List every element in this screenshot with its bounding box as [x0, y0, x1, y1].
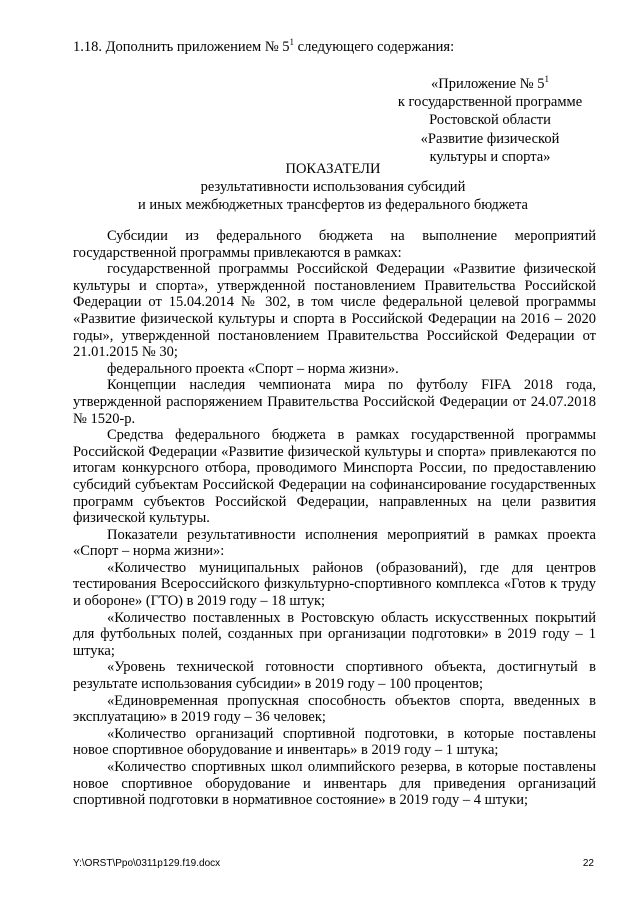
paragraph: государственной программы Российской Федерации «Развитие физической культуры и спорта», утвержденной постановлением Правительства Российской Федерации от 15.04.2014 № 302, в том числе федеральной целевой программы «Развитие физической культуры и спорта в Российской Федерации на 2016 – 2020 годы», утвержденной постановлением Правительства Российской Федерации от 21.01.2015 № 30;: [73, 261, 596, 361]
title-main: ПОКАЗАТЕЛИ: [285, 161, 381, 177]
appendix-line-1: [380, 75, 600, 93]
title-subtitle-2: и иных межбюджетных трансфертов из федерального бюджета: [138, 197, 528, 213]
paragraph: «Количество поставленных в Ростовскую область искусственных покрытий для футбольных полей, созданных при организации подготовки» в 2019 году – 1 штука;: [73, 609, 596, 659]
section-heading: [73, 38, 454, 56]
appendix-caption: [380, 75, 600, 166]
paragraph: «Количество муниципальных районов (образований), где для центров тестирования Всероссийского физкультурно-спортивного комплекса «Готов к труду и обороне» (ГТО) в 2019 году – 18 штук;: [73, 559, 596, 610]
paragraph: «Единовременная пропускная способность объектов спорта, введенных в эксплуатацию» в 2019 году – 36 человек;: [73, 692, 596, 726]
paragraph: «Количество спортивных школ олимпийского резерва, в которые поставлены новое спортивное оборудование и инвентарь для приведения организаций спортивной подготовки в нормативное состояние» в 2019 году – 4 штуки;: [73, 759, 596, 809]
appendix-line-1-text: «Приложение № 5: [431, 76, 545, 92]
paragraph: «Уровень технической готовности спортивного объекта, достигнутый в результате использования субсидии» в 2019 году – 100 процентов;: [73, 659, 596, 693]
paragraph: «Количество организаций спортивной подготовки, в которые поставлены новое спортивное оборудование и инвентарь» в 2019 году – 1 штука;: [73, 725, 596, 759]
body-text: [73, 228, 596, 809]
paragraph: Концепции наследия чемпионата мира по футболу FIFA 2018 года, утвержденной распоряжением Правительства Российской Федерации от 24.07.2018 № 1520-р.: [73, 377, 596, 427]
paragraph: федерального проекта «Спорт – норма жизни».: [107, 360, 399, 377]
document-title: [73, 160, 593, 214]
paragraph: Субсидии из федерального бюджета на выполнение мероприятий государственной программы привлекаются в рамках:: [73, 228, 596, 261]
page-number: 22: [582, 858, 594, 869]
heading-superscript: 1: [289, 37, 295, 48]
appendix-line-5: культуры и спорта»: [429, 148, 551, 165]
heading-tail: следующего содержания:: [294, 39, 455, 55]
appendix-line-2: к государственной программе: [397, 94, 583, 111]
appendix-line-4: «Развитие физической: [420, 130, 560, 147]
appendix-line-1-superscript: 1: [544, 74, 549, 85]
paragraph: Средства федерального бюджета в рамках государственной программы Российской Федерации «Развитие физической культуры и спорта» привлекаются по итогам конкурсного отбора, проводимого Минспорта России, по предоставлению субсидий субъектам Российской Федерации на софинансирование государственных программ субъектов Российской Федерации, направленных на цели развития физической культуры.: [73, 427, 596, 527]
footer-file-path: Y:\ORST\Ppo\0311p129.f19.docx: [73, 858, 221, 869]
appendix-line-3: Ростовской области: [429, 112, 551, 129]
paragraph: Показатели результативности исполнения мероприятий в рамках проекта «Спорт – норма жизни»:: [73, 526, 596, 560]
title-subtitle-1: результативности использования субсидий: [200, 179, 466, 195]
heading-text: 1.18. Дополнить приложением № 5: [73, 39, 290, 55]
